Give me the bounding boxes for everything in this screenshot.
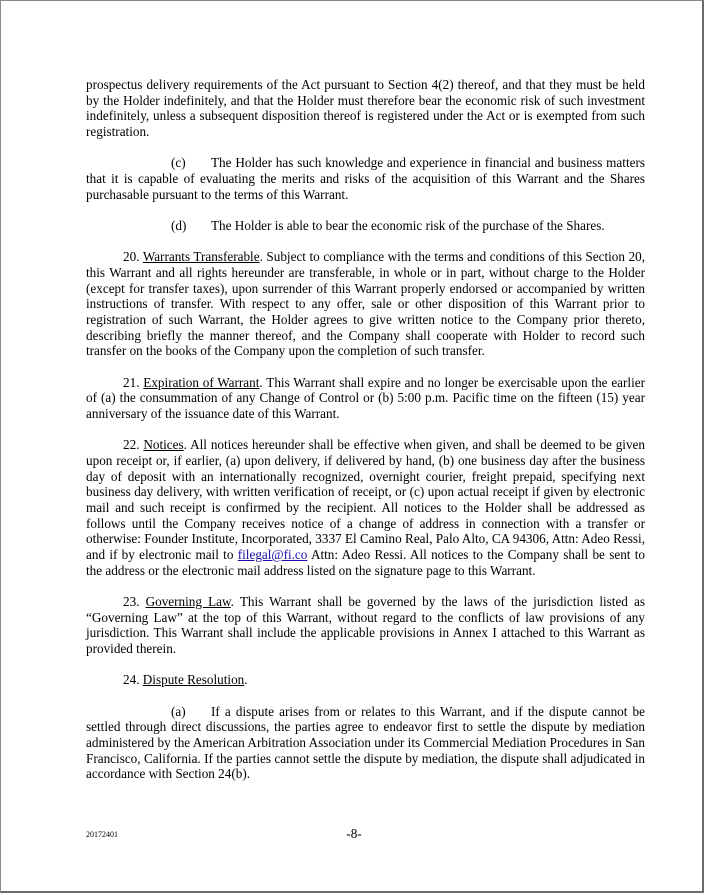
page-number: -8- — [346, 826, 362, 841]
subsection-text: If a dispute arises from or relates to this Warrant, and if the dispute cannot be settled through direct discussions, the parties agree to endeavor first to settle the dispute by mediation administered by the American Arbitration Association under its Commercial Mediation Procedures in San Francisco, California. If the parties cannot settle the dispute by mediation, the dispute shall adjudicated in accordance with Section 24(b). — [86, 703, 645, 782]
email-link[interactable]: filegal@fi.co — [237, 547, 308, 563]
document-body — [86, 77, 645, 798]
section-23 — [86, 594, 645, 657]
subsection-c — [86, 155, 645, 202]
section-text: . All notices hereunder shall be effective when given, and shall be deemed to be given upon receipt or, if earlier, (a) upon delivery, if delivered by hand, (b) one business day after the business day of deposit with an internationally recognized, overnight courier, freight prepaid, specifying next business day delivery, with written verification of receipt, or (c) upon actual receipt if given by electronic mail and such receipt is confirmed by the recipient. All notices to the Holder shall be addressed as follows until the Company receives notice of a change of address in connection with a transfer or otherwise: Founder Institute, Incorporated, 3337 El Camino Real, Palo Alto, CA 94306, Attn: Adeo Ressi, and if by electronic mail to — [86, 437, 645, 563]
section-number: 21. — [123, 374, 140, 390]
section-text: . This Warrant shall expire and no longer be exercisable upon the earlier of (a) the consummation of any Change of Control or (b) 5:00 p.m. Pacific time on the fifteen (15) year anniversary of the issuance date of this Warrant. — [86, 374, 645, 421]
subsection-label: (c) — [171, 155, 186, 171]
section-text: . This Warrant shall be governed by the laws of the jurisdiction listed as “Governing Law” at the top of this Warrant, without regard to the conflicts of law provisions of any jurisdiction. This Warrant shall include the applicable provisions in Annex I attached to this Warrant as provided therein. — [86, 593, 645, 657]
section-heading: Dispute Resolution — [142, 672, 245, 688]
document-code: 20172401 — [86, 830, 118, 839]
section-number: 20. — [123, 249, 140, 265]
section-number: 24. — [123, 672, 140, 688]
section-heading: Expiration of Warrant — [143, 374, 260, 390]
subsection-text: The Holder has such knowledge and experience in financial and business matters that it is capable of evaluating the merits and risks of the acquisition of this Warrant and the Shares purchasable pursuant to the terms of this Warrant. — [86, 155, 645, 202]
section-number: 23. — [123, 593, 140, 609]
subsection-label: (d) — [171, 217, 187, 233]
section-heading: Warrants Transferable — [142, 249, 260, 265]
section-heading: Governing Law — [145, 593, 231, 609]
subsection-text: The Holder is able to bear the economic risk of the purchase of the Shares. — [211, 217, 605, 233]
subsection-a — [86, 704, 645, 783]
section-24 — [86, 672, 645, 688]
section-number: 22. — [123, 437, 140, 453]
subsection-label: (a) — [171, 703, 186, 719]
section-21 — [86, 375, 645, 422]
section-20 — [86, 249, 645, 359]
section-text: . Subject to compliance with the terms and conditions of this Section 20, this Warrant and all rights hereunder are transferable, in whole or in part, without charge to the Holder (except for transfer taxes), upon surrender of this Warrant properly endorsed or accompanied by written instructions of transfer. With respect to any offer, sale or other disposition of this Warrant prior to registration of such Warrant, the Holder agrees to give written notice to the Company prior thereto, describing briefly the manner thereof, and the Company shall cooperate with Holder to record such transfer on the books of the Company upon the completion of such transfer. — [86, 249, 646, 359]
section-heading: Notices — [143, 437, 184, 453]
paragraph-continuation: prospectus delivery requirements of the Act pursuant to Section 4(2) thereof, and that they must be held by the Holder indefinitely, and that the Holder must therefore bear the economic risk of such investment indefinitely, unless a subsequent disposition thereof is registered under the Act or is exempted from such registration. — [86, 77, 645, 140]
section-heading-tail: . — [244, 672, 248, 688]
subsection-d — [86, 218, 645, 234]
section-text-continued: Attn: Adeo Ressi. All notices to the Company shall be sent to the address or the electronic mail address listed on the signature page to this Warrant. — [86, 547, 646, 578]
section-22 — [86, 437, 645, 578]
